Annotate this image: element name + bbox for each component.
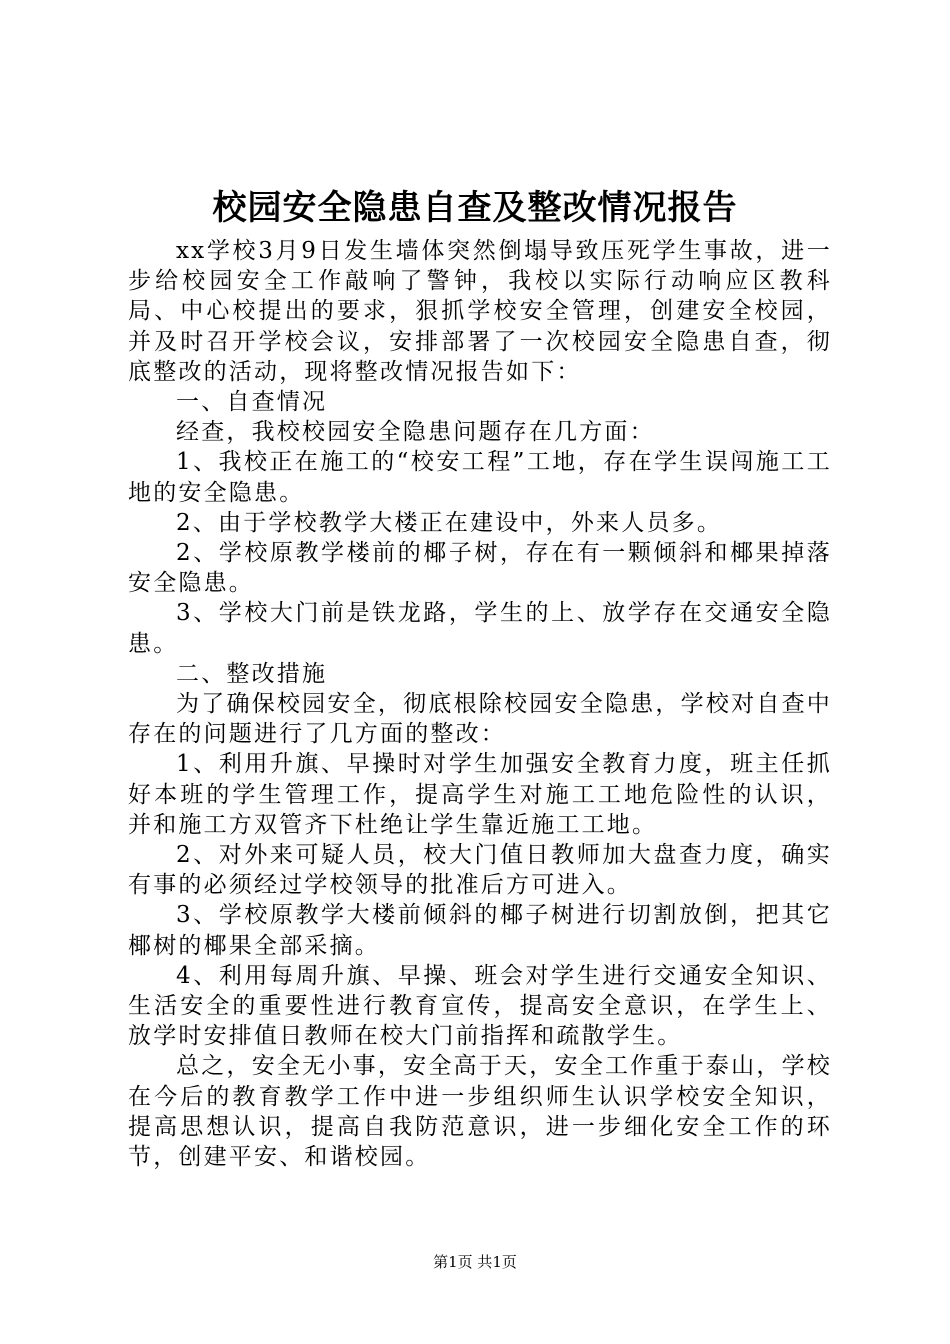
paragraph-intro: xx学校3月9日发生墙体突然倒塌导致压死学生事故，进一步给校园安全工作敲响了警钟，我校以实际行动响应区教科局、中心校提出的要求，狠抓学校安全管理，创建安全校园，并及时召开学校会议，安排部署了一次校园安全隐患自查，彻底整改的活动，现将整改情况报告如下： [128,238,832,385]
page-total: 共1页 [477,1253,517,1271]
paragraph-measures-intro: 为了确保校园安全，彻底根除校园安全隐患，学校对自查中存在的问题进行了几方面的整改： [128,691,832,748]
paragraph-conclusion: 总之，安全无小事，安全高于天，安全工作重于泰山，学校在今后的教育教学工作中进一步组织师生认识学校安全知识，提高思想认识，提高自我防范意识，进一步细化安全工作的环节，创建平安、和谐校园。 [128,1053,832,1171]
paragraph-issue-1: 1、我校正在施工的“校安工程”工地，存在学生误闯施工工地的安全隐患。 [128,449,832,506]
page-number: 第1页 [433,1253,473,1271]
paragraph-issue-2: 2、由于学校教学大楼正在建设中，外来人员多。 [176,509,723,536]
document-body [128,236,832,1172]
paragraph-check-summary: 经查，我校校园安全隐患问题存在几方面： [176,419,655,446]
paragraph-issue-4: 3、学校大门前是铁龙路，学生的上、放学存在交通安全隐患。 [128,600,832,657]
paragraph-measure-4: 4、利用每周升旗、早操、班会对学生进行交通安全知识、生活安全的重要性进行教育宣传，提高安全意识，在学生上、放学时安排值日教师在校大门前指挥和疏散学生。 [128,962,832,1050]
paragraph-measure-3: 3、学校原教学大楼前倾斜的椰子树进行切割放倒，把其它椰树的椰果全部采摘。 [128,902,832,959]
paragraph-issue-3: 2、学校原教学楼前的椰子树，存在有一颗倾斜和椰果掉落安全隐患。 [128,540,832,597]
section-heading-measures: 二、整改措施 [176,660,328,687]
document-title: 校园安全隐患自查及整改情况报告 [212,188,738,228]
paragraph-measure-1: 1、利用升旗、早操时对学生加强安全教育力度，班主任抓好本班的学生管理工作，提高学生对施工工地危险性的认识，并和施工方双管齐下杜绝让学生靠近施工工地。 [128,751,832,838]
page-footer [0,1252,950,1272]
paragraph-measure-2: 2、对外来可疑人员，校大门值日教师加大盘查力度，确实有事的必须经过学校领导的批准后方可进入。 [128,842,832,899]
section-heading-self-check: 一、自查情况 [176,389,328,416]
